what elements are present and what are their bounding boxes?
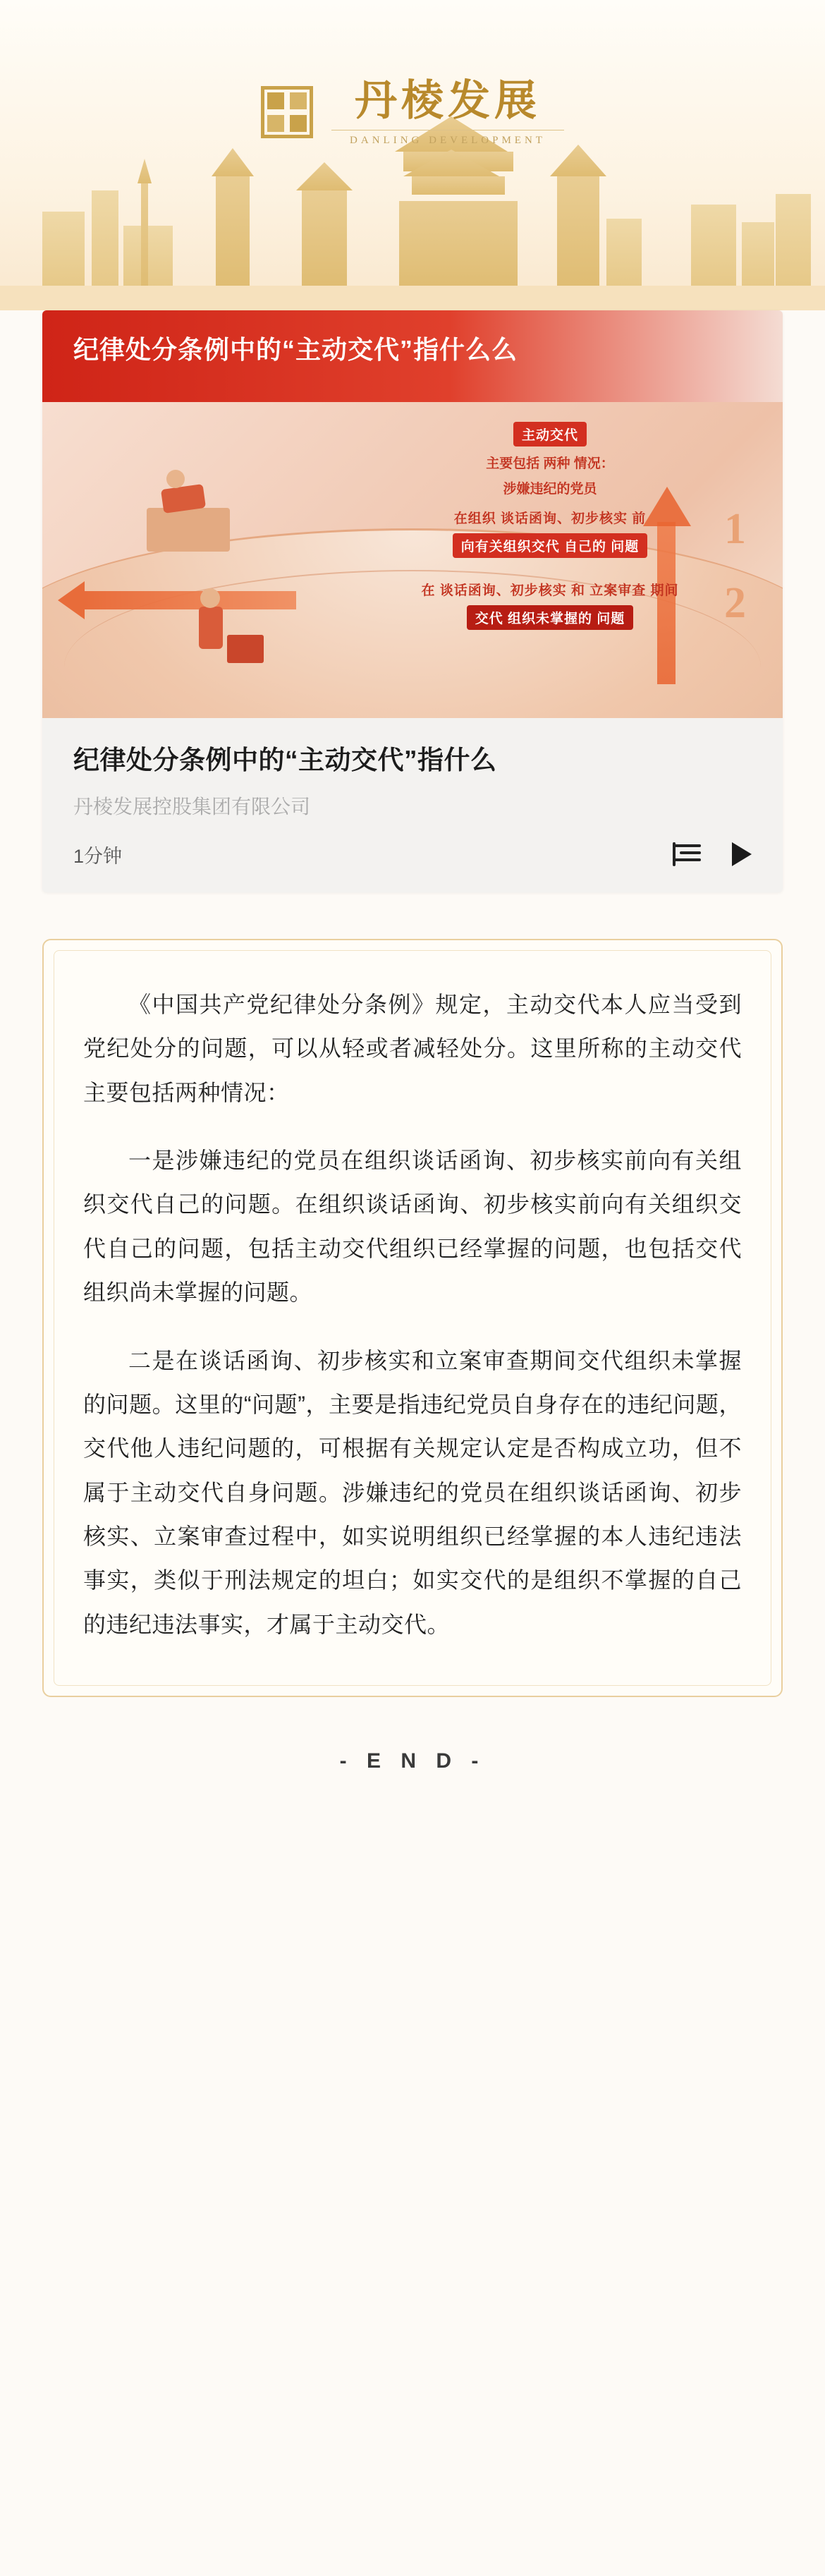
brand-title: 丹棱发展	[355, 78, 541, 124]
playlist-icon[interactable]	[673, 844, 701, 865]
video-headline: 纪律处分条例中的“主动交代”指什么么	[73, 335, 518, 364]
end-mark: - E N D -	[339, 1749, 486, 1773]
thumb-point-1	[338, 508, 762, 564]
article-paragraph: 二是在谈话函询、初步核实和立案审查期间交代组织未掌握的问题。这里的“问题”，主要是指违纪党员自身存在的违纪问题，交代他人违纪问题的，可根据有关规定认定是否构成立功，但不属于主动交代自身问题。涉嫌违纪的党员在组织谈话函询、初步核实、立案审查过程中，如实说明组织已经掌握的本人违纪违法事实，类似于刑法规定的坦白；如实交代的是组织不掌握的自己的违纪违法事实，才属于主动交代。	[83, 1347, 742, 1637]
article-paragraph: 《中国共产党纪律处分条例》规定，主动交代本人应当受到党纪处分的问题，可以从轻或者减轻处分。这里所称的主动交代主要包括两种情况：	[83, 991, 742, 1105]
arrow-left-icon	[85, 591, 296, 609]
thumb-point-1-text-a: 在组织 谈话函询、初步核实 前	[453, 511, 647, 526]
brand-logo	[0, 78, 825, 147]
video-thumbnail[interactable]	[42, 402, 783, 718]
thumb-point-2-text-b: 交代 组织未掌握的 问题	[467, 605, 634, 630]
site-banner	[0, 0, 825, 310]
article-body	[42, 939, 783, 1697]
video-duration: 1分钟	[73, 845, 123, 867]
figure-walker-head	[200, 588, 220, 608]
video-card[interactable]	[42, 310, 783, 892]
thumb-tag-main: 主动交代	[513, 422, 587, 446]
thumb-subject-line: 涉嫌违纪的党员	[503, 482, 597, 497]
figure-speaker-head	[166, 470, 185, 488]
thumbnail-heading-block	[353, 422, 747, 504]
briefcase-shape	[227, 635, 264, 663]
thumb-point-2	[338, 580, 762, 636]
thumb-point-2-numeral: 2	[724, 579, 746, 627]
window-grid-icon	[261, 86, 313, 138]
figure-walker-body	[199, 607, 223, 649]
video-meta	[42, 718, 783, 841]
thumb-summary-line: 主要包括 两种 情况：	[486, 456, 614, 471]
video-title: 纪律处分条例中的“主动交代”指什么	[73, 746, 497, 774]
video-headline-bar	[42, 310, 783, 402]
article-paragraph: 一是涉嫌违纪的党员在组织谈话函询、初步核实前向有关组织交代自己的问题。在组织谈话函询、初步核实前向有关组织交代自己的问题，包括主动交代组织已经掌握的问题，也包括交代组织尚未掌握的问题。	[83, 1147, 742, 1306]
podium-shape	[147, 508, 230, 552]
cityscape-illustration	[0, 0, 825, 310]
video-controls	[42, 841, 783, 892]
thumb-point-1-numeral: 1	[724, 505, 746, 553]
brand-subtitle: DANLING DEVELOPMENT	[350, 135, 546, 146]
play-icon[interactable]	[732, 842, 752, 866]
thumb-point-1-text-b: 向有关组织交代 自己的 问题	[453, 533, 648, 558]
video-organization: 丹棱发展控股集团有限公司	[73, 795, 311, 818]
thumb-point-2-text-a: 在 谈话函询、初步核实 和 立案审查 期间	[421, 583, 679, 598]
